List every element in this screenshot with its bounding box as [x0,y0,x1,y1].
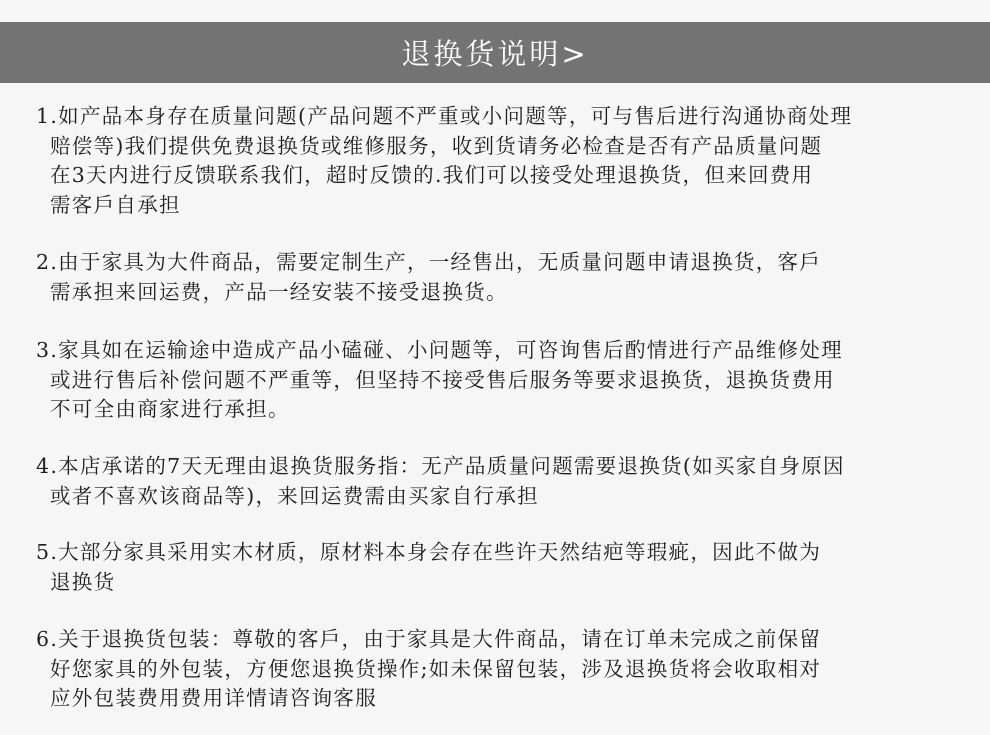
rule-item-2 [36,248,956,307]
rule-line: 不可全由商家进行承担。 [50,397,290,422]
rule-item-6 [36,625,956,714]
rule-item-3 [36,336,956,425]
rule-line: 1.如产品本身存在质量问题(产品问题不严重或小问题等，可与售后进行沟通协商处理 [36,104,853,128]
rule-line: 2.由于家具为大件商品，需要定制生产，一经售出，无质量问题申请退换货，客戶 [36,250,822,274]
rule-line: 或进行售后补偿问题不严重等，但坚持不接受售后服务等要求退换货，退换货费用 [50,367,835,392]
rule-item-1 [36,102,956,221]
rule-line: 退换货 [50,569,116,594]
rule-line: 6.关于退换货包装：尊敬的客戶，由于家具是大件商品，请在订单未完成之前保留 [36,627,822,651]
rule-line: 赔偿等)我们提供免费退换货或维修服务，收到货请务必检查是否有产品质量问题 [50,133,823,158]
rule-line: 好您家具的外包装，方便您退换货操作;如未保留包装，涉及退换货将会收取相对 [50,656,822,681]
rule-item-5 [36,538,956,597]
rule-line: 4.本店承诺的7天无理由退换货服务指：无产品质量问题需要退换货(如买家自身原因 [36,454,845,478]
rule-line: 5.大部分家具采用实木材质，原材料本身会存在些许天然结疤等瑕疵，因此不做为 [36,540,822,564]
rule-line: 应外包装费用费用详情请咨询客服 [50,686,377,711]
rule-line: 在3天内进行反馈联系我们，超时反馈的.我们可以接受处理退换货，但来回费用 [50,163,814,188]
rule-line: 需客戶自承担 [50,193,181,218]
rule-line: 3.家具如在运输途中造成产品小磕碰、小问题等，可咨询售后酌情进行产品维修处理 [36,338,843,362]
header-banner [0,22,990,83]
rule-line: 或者不喜欢该商品等)，来回运费需由买家自行承担 [50,483,539,508]
rule-line: 需承担来回运费，产品一经安装不接受退换货。 [50,279,508,304]
page-title: 退换货说明> [401,37,589,71]
rule-item-4 [36,452,956,511]
